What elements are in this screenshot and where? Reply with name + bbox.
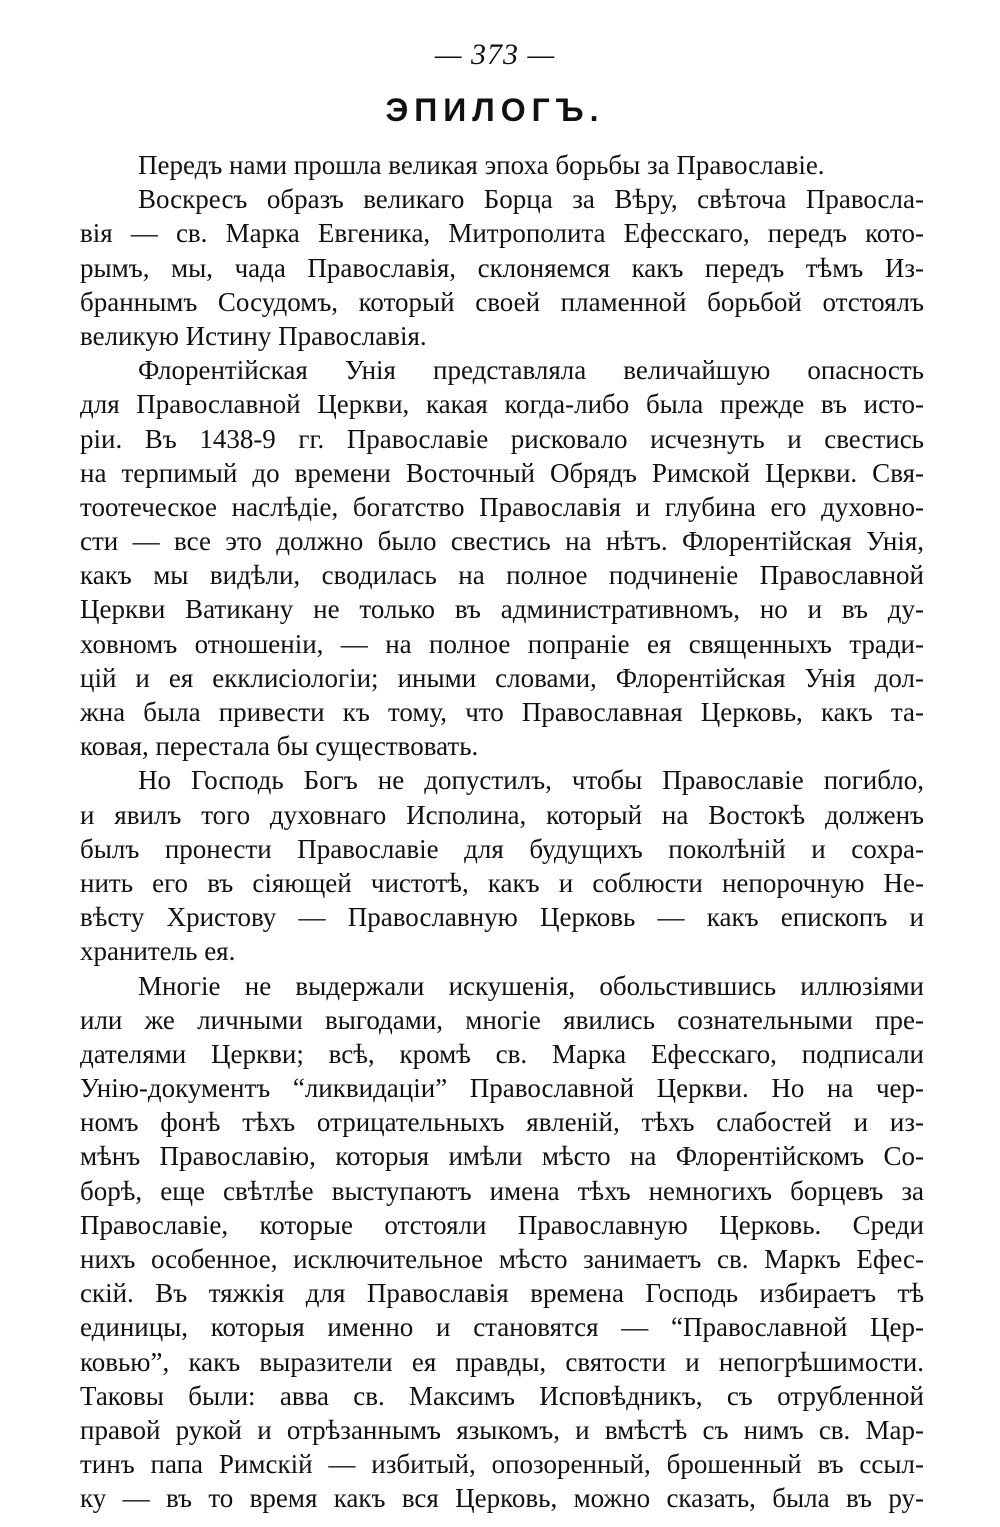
text-line: Церкви Ватикану не только въ административномъ, но и въ ду-: [80, 594, 924, 625]
text-line: на терпимый до времени Восточный Обрядъ Римской Церкви. Свя-: [80, 457, 924, 488]
text-line: номъ фонѣ тѣхъ отрицательныхъ явленій, тѣхъ слабостей и из-: [80, 1107, 924, 1138]
text-line: рымъ, мы, чада Православія, склоняемся какъ передъ тѣмъ Из-: [80, 252, 924, 283]
text-line: и явилъ того духовнаго Исполина, который на Востокѣ долженъ: [80, 799, 924, 830]
text-line: Многіе не выдержали искушенія, обольстившись иллюзіями: [138, 970, 924, 1001]
text-line: ковая, перестала бы существовать.: [80, 731, 479, 762]
text-line: сти — все это должно было свестись на нѣтъ. Флорентійская Унія,: [80, 526, 924, 557]
text-line: Воскресъ образъ великаго Борца за Вѣру, свѣточа Правосла-: [138, 184, 924, 215]
text-line: Таковы были: авва св. Максимъ Исповѣдникъ, съ отрубленной: [80, 1380, 924, 1411]
body-text: [80, 148, 924, 1516]
text-line: единицы, которыя именно и становятся — “Православной Цер-: [80, 1312, 924, 1343]
text-line: Православіе, которые отстояли Православную Церковь. Среди: [80, 1209, 924, 1240]
text-line: для Православной Церкви, какая когда-либо была прежде въ исто-: [80, 389, 924, 420]
text-line: великую Истину Православія.: [80, 320, 427, 351]
text-line: скій. Въ тяжкія для Православія времена Господь избираетъ тѣ: [80, 1278, 924, 1309]
text-line: борѣ, еще свѣтлѣе выступаютъ имена тѣхъ немногихъ борцевъ за: [80, 1175, 924, 1206]
text-line: былъ пронести Православіе для будущихъ поколѣній и сохра-: [80, 833, 924, 864]
text-line: мѣнъ Православію, которыя имѣли мѣсто на Флорентійскомъ Со-: [80, 1141, 924, 1172]
text-line: хранитель ея.: [80, 936, 236, 967]
text-line: ку — въ то время какъ вся Церковь, можно сказать, была въ ру-: [80, 1483, 924, 1514]
text-line: жна была привести къ тому, что Православная Церковь, какъ та-: [80, 697, 924, 727]
text-line: какъ мы видѣли, сводилась на полное подчиненіе Православной: [80, 560, 924, 591]
page-title: ЭПИЛОГЪ.: [385, 92, 605, 128]
text-line: вѣсту Христову — Православную Церковь — какъ епископъ и: [80, 902, 924, 933]
text-line: дателями Церкви; всѣ, кромѣ св. Марка Ефесскаго, подписали: [80, 1038, 924, 1069]
text-line: нить его въ сіяющей чистотѣ, какъ и соблюсти непорочную Не-: [80, 867, 924, 898]
text-line: вія — св. Марка Евгеника, Митрополита Ефесскаго, передъ кото-: [80, 218, 924, 249]
text-line: Передъ нами прошла великая эпоха борьбы за Православіе.: [138, 150, 825, 180]
text-line: браннымъ Сосудомъ, который своей пламенной борьбой отстоялъ: [80, 286, 924, 317]
text-line: ріи. Въ 1438-9 гг. Православіе рисковало исчезнуть и свестись: [80, 423, 924, 454]
text-line: цій и ея екклисіологіи; иными словами, Флорентійская Унія дол-: [80, 662, 924, 693]
text-line: Флорентійская Унія представляла величайшую опасность: [138, 355, 924, 386]
text-line: ховномъ отношеніи, — на полное попраніе ея священныхъ тради-: [80, 628, 924, 659]
page-number: — 373 —: [434, 38, 556, 71]
text-line: нихъ особенное, исключительное мѣсто занимаетъ св. Маркъ Ефес-: [80, 1244, 924, 1274]
text-line: тинъ папа Римскій — избитый, опозоренный, брошенный въ ссыл-: [80, 1449, 924, 1480]
text-line: правой рукой и отрѣзаннымъ языкомъ, и вмѣстѣ съ нимъ св. Мар-: [80, 1414, 924, 1445]
text-line: Но Господь Богъ не допустилъ, чтобы Православіе погибло,: [138, 765, 924, 796]
text-line: тоотеческое наслѣдіе, богатство Православія и глубина его духовно-: [80, 491, 924, 522]
text-line: Унію-документъ “ликвидаціи” Православной Церкви. Но на чер-: [80, 1073, 924, 1104]
text-line: или же личными выгодами, многіе явились сознательными пре-: [80, 1004, 924, 1035]
text-line: ковью”, какъ выразители ея правды, святости и непогрѣшимости.: [80, 1346, 924, 1377]
